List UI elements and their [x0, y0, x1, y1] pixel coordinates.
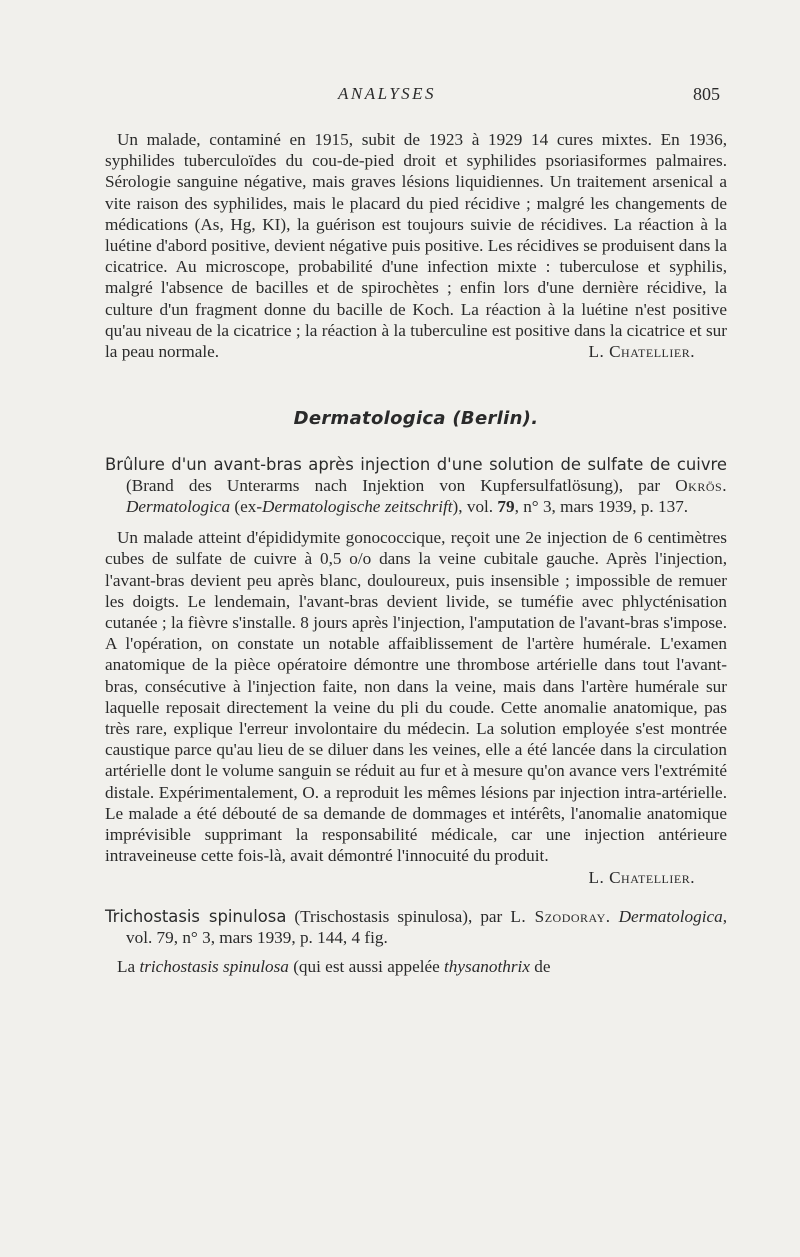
article1-journal: Dermatologica — [126, 497, 231, 517]
article1-german-title: (Brand des Unterarms nach Injektion von Kupfersulfatlösung), par — [126, 475, 661, 495]
running-title: ANALYSES — [338, 84, 437, 103]
page-body — [105, 129, 727, 977]
article1-ex-journal: Dermatologische zeitschrift — [262, 497, 453, 517]
article2-title: Trichostasis spinulosa — [105, 906, 287, 926]
first-abstract-text: Un malade, contaminé en 1915, subit de 1923 à 1929 14 cures mixtes. En 1936, syphilides tuberculoïdes du cou-de-pied droit et syphilides psoriasiformes palmaires. Sérologie sanguine négative, mais graves lésions liquidiennes. Un traitement arsenical a vite raison des syphilides, mais le placard du pied récidive ; malgré les changements de médications (As, Hg, KI), la guérison est toujours suivie de récidives. La réaction à la luétine d'abord positive, devient négative puis positive. Les récidives se produisent dans la cicatrice. Au microscope, probabilité d'une infection mixte : tuberculose et syphilis, malgré l'absence de bacilles et de spirochètes ; enfin lors d'une dernière récidive, la culture d'un fragment donne du bacille de Koch. La réaction à la luétine n'est positive qu'au niveau de la cicatrice ; la réaction à la tuberculine est positive dans la cicatrice et sur la peau normale. — [105, 130, 727, 362]
article1-signature: L. Chatellier. — [588, 867, 695, 887]
first-abstract-signature: L. Chatellier. — [588, 342, 695, 362]
running-header — [0, 84, 800, 114]
journal-heading: Dermatologica (Berlin). — [293, 408, 539, 430]
article2-author: L. Szodoray. — [510, 906, 611, 926]
page-number: 805 — [693, 84, 720, 104]
article1-ex-suffix: ), vol. — [452, 497, 494, 517]
article1-author: Okrös. — [675, 475, 727, 495]
article1-title: Brûlure d'un avant-bras après injection d'une solution de sulfate de cuivre — [105, 454, 727, 474]
article1-body: Un malade atteint d'épididymite gonococcique, reçoit une 2e injection de 6 centimètres cubes de sulfate de cuivre à 0,5 o/o dans la veine cubitale gauche. Après l'injection, l'avant-bras devient peu après blanc, douloureux, puis insensible ; impossible de remuer les doigts. Le lendemain, l'avant-bras devient livide, se tuméfie avec phlycténisation cutanée ; la fièvre s'installe. 8 jours après l'injection, l'amputation de l'avant-bras s'impose. A l'opération, on constate un notable affaiblissement de l'artère humérale. L'examen anatomique de la pièce opératoire démontre une thrombose artérielle dans tout l'avant-bras, consécutive à l'injection faite, non dans la veine, mais dans l'artère humérale sur laquelle reposait directement la veine du pli du coude. Cette anomalie anatomique, pas très rare, explique l'erreur involontaire du médecin. La solution employée s'est montrée caustique parce qu'au lieu de se diluer dans les veines, elle a été lancée dans la circulation artérielle dont le volume sanguin se réduit au fur et à mesure qu'on avance vers l'extrémité distale. Expérimentalement, O. a reproduit les mêmes lésions par injection intra-artérielle. Le malade a été débouté de sa demande de dommages et intérêts, l'anomalie anatomique imprévisible supprimant la responsabilité médicale, car une injection antérieure intraveineuse cette fois-là, avait démontré l'innocuité du produit. — [105, 528, 727, 866]
article1-citation — [105, 454, 727, 518]
article2-body: La trichostasis spinulosa (qui est aussi appelée thysanothrix de — [117, 957, 551, 977]
article1-volume: 79 — [497, 497, 515, 517]
article2-citation — [105, 906, 727, 948]
article2-subtitle: (Trischostasis spinulosa), par — [294, 906, 503, 926]
article1-ex-prefix: (ex- — [234, 497, 263, 517]
article2-journal: Dermatologica — [618, 906, 723, 926]
article2-citation-rest: , vol. 79, n° 3, mars 1939, p. 144, 4 fig. — [126, 906, 728, 947]
article2-term: trichostasis spinulosa — [139, 957, 289, 977]
article1-citation-rest: , n° 3, mars 1939, p. 137. — [514, 497, 689, 517]
article2-term2: thysanothrix — [444, 957, 530, 977]
